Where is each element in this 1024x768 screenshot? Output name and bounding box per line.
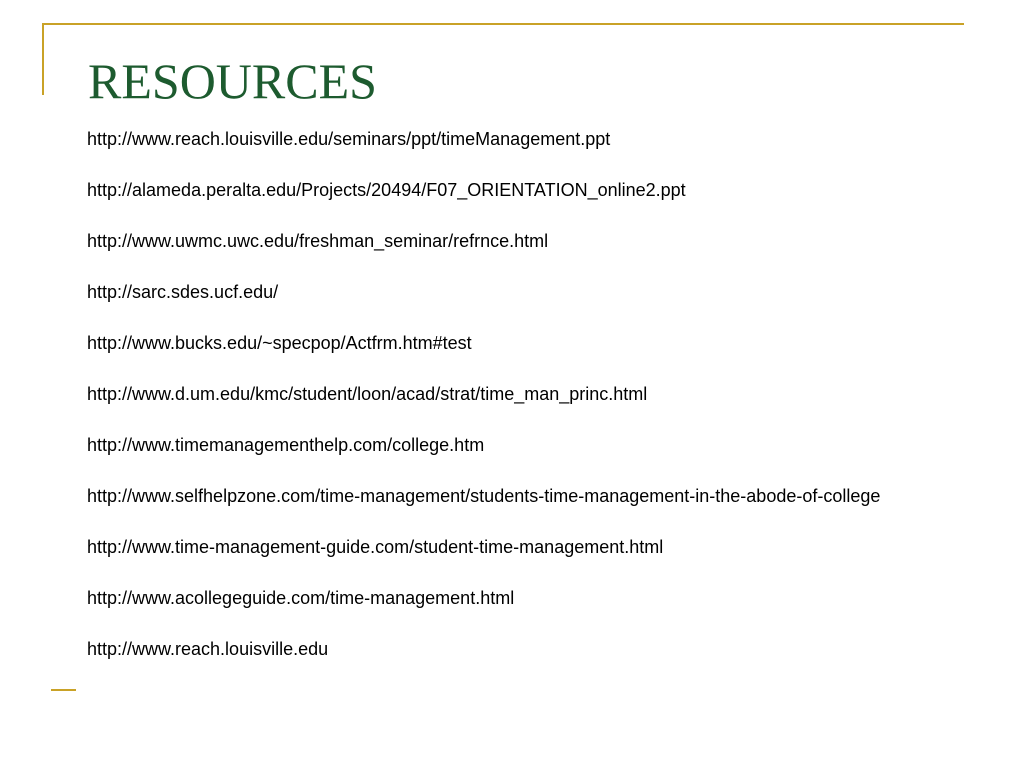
resource-link[interactable]: http://www.d.um.edu/kmc/student/loon/acad/strat/time_man_princ.html xyxy=(87,384,648,404)
resource-link[interactable]: http://www.selfhelpzone.com/time-management/students-time-management-in-the-abode-of-college xyxy=(87,486,881,506)
frame-left-rule xyxy=(42,23,44,95)
resource-link[interactable]: http://www.time-management-guide.com/student-time-management.html xyxy=(87,537,664,557)
resource-link[interactable]: http://alameda.peralta.edu/Projects/20494/F07_ORIENTATION_online2.ppt xyxy=(87,180,686,200)
resource-link[interactable]: http://www.uwmc.uwc.edu/freshman_seminar/refrnce.html xyxy=(87,231,549,251)
frame-top-rule xyxy=(42,23,964,25)
bottom-accent-rule xyxy=(51,689,76,691)
resource-link[interactable]: http://www.acollegeguide.com/time-management.html xyxy=(87,588,515,608)
resource-link[interactable]: http://www.timemanagementhelp.com/college.htm xyxy=(87,435,485,455)
resources-list xyxy=(87,129,967,660)
resource-link[interactable]: http://www.bucks.edu/~specpop/Actfrm.htm#test xyxy=(87,333,472,353)
resource-link[interactable]: http://www.reach.louisville.edu xyxy=(87,639,329,659)
resource-link[interactable]: http://sarc.sdes.ucf.edu/ xyxy=(87,282,279,302)
resource-link[interactable]: http://www.reach.louisville.edu/seminars/ppt/timeManagement.ppt xyxy=(87,129,611,149)
slide-title: RESOURCES xyxy=(88,53,377,109)
